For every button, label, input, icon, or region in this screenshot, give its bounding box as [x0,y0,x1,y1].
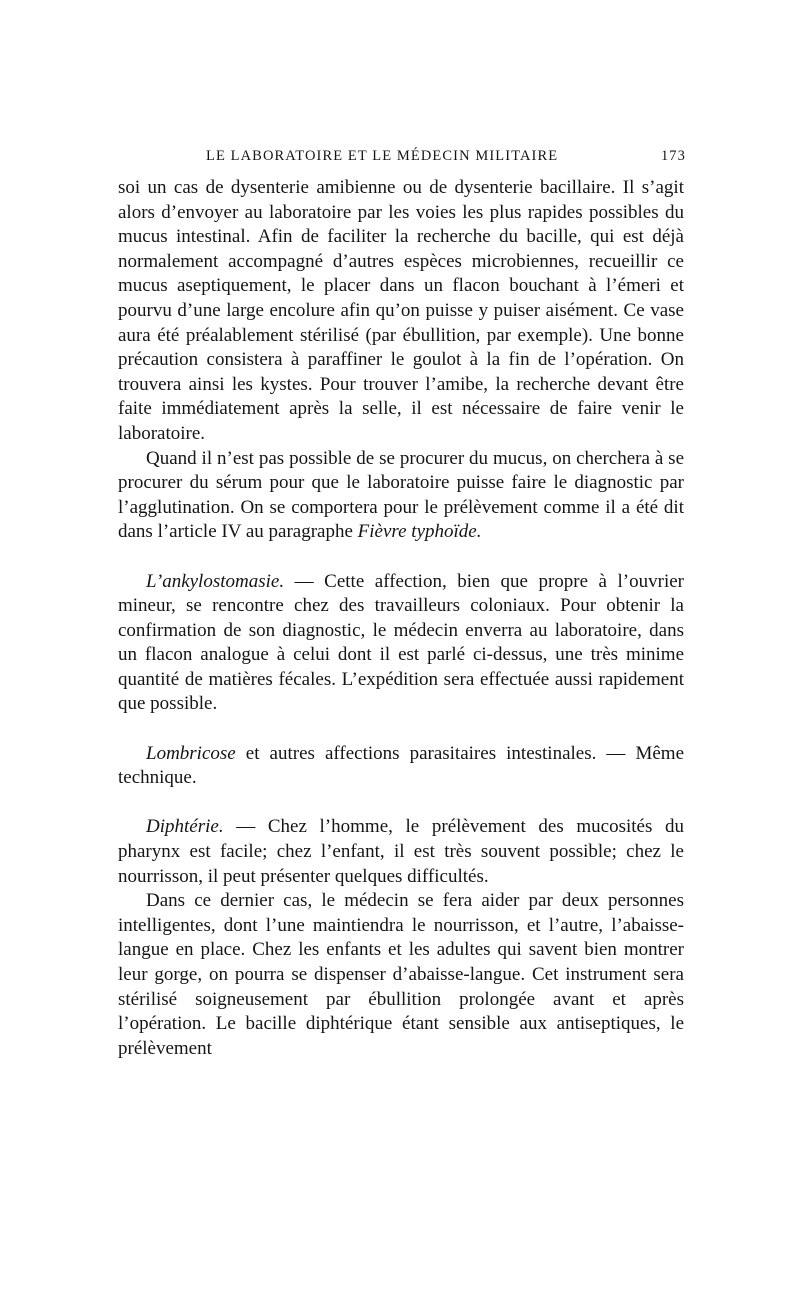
running-header [118,146,684,176]
lombricose-text: et autres affections parasitaires intestinales. — Même technique. [118,742,684,789]
fievre-typhoide-reference: Fièvre typhoïde. [357,521,482,543]
paragraph-dysenterie: soi un cas de dysenterie amibienne ou de dysenterie bacillaire. Il s’agit alors d’envoyer au laboratoire par les voies les plus rapides possibles du mucus intestinal. Afin de faciliter la recherche du bacille, qui est déjà normalement accompagné d’autres espèces microbiennes, recueillir ce mucus aseptiquement, le placer dans un flacon bouchant à l’émeri et pourvu d’une large encolure afin qu’on puisse y puiser aisément. Ce vase aura été préalablement stérilisé (par ébullition, par exemple). Une bonne précaution consistera à paraffiner le goulot à la fin de l’opération. On trouvera ainsi les kystes. Pour trouver l’amibe, la recherche devant être faite immédiatement après la selle, il est nécessaire de faire venir le laboratoire. [118,177,684,444]
paragraph-ankylostomasie [118,570,684,718]
diphterie-heading: Diphtérie. [146,816,224,838]
ankylostomasie-text: — Cette affection, bien que propre à l’ouvrier mineur, se rencontre chez des travailleurs coloniaux. Pour obtenir la confirmation de son diagnostic, le médecin enverra au laboratoire, dans un flacon analogue à celui dont il est parlé ci-dessus, une très minime quantité de matières fécales. L’expédition sera effectuée aussi rapidement que possible. [118,570,684,715]
page-number: 173 [660,148,686,164]
paragraph-lombricose [118,742,684,791]
paragraph-nourrisson: Dans ce dernier cas, le médecin se fera aider par deux personnes intelligentes, dont l’une maintiendra le nourrisson, et l’autre, l’abaisse-langue en place. Chez les enfants et les adultes qui savent bien montrer leur gorge, on pourra se dispenser d’abaisse-langue. Cet instrument sera stérilisé soigneusement par ébullition prolongée avant et après l’opération. Le bacille diphtérique étant sensible aux antiseptiques, le prélèvement [118,890,684,1059]
running-title: LE LABORATOIRE ET LE MÉDECIN MILITAIRE [206,148,559,164]
paragraph-diphterie [118,815,684,889]
paragraph-serum-text: Quand il n’est pas possible de se procurer du mucus, on cherchera à se procurer du sérum pour que le laboratoire puisse faire le diagnostic par l’agglutination. On se comportera pour le prélèvement comme il a été dit dans l’article IV au paragraphe [118,447,684,543]
lombricose-heading: Lombricose [146,742,236,764]
book-page [118,146,684,1061]
diphterie-text: — Chez l’homme, le prélèvement des mucosités du pharynx est facile; chez l’enfant, il est très souvent possible; chez le nourrisson, il peut présenter quelques difficultés. [118,816,684,887]
ankylostomasie-heading: L’ankylostomasie. [146,570,285,592]
page-body [118,176,684,1061]
paragraph-serum [118,447,684,545]
